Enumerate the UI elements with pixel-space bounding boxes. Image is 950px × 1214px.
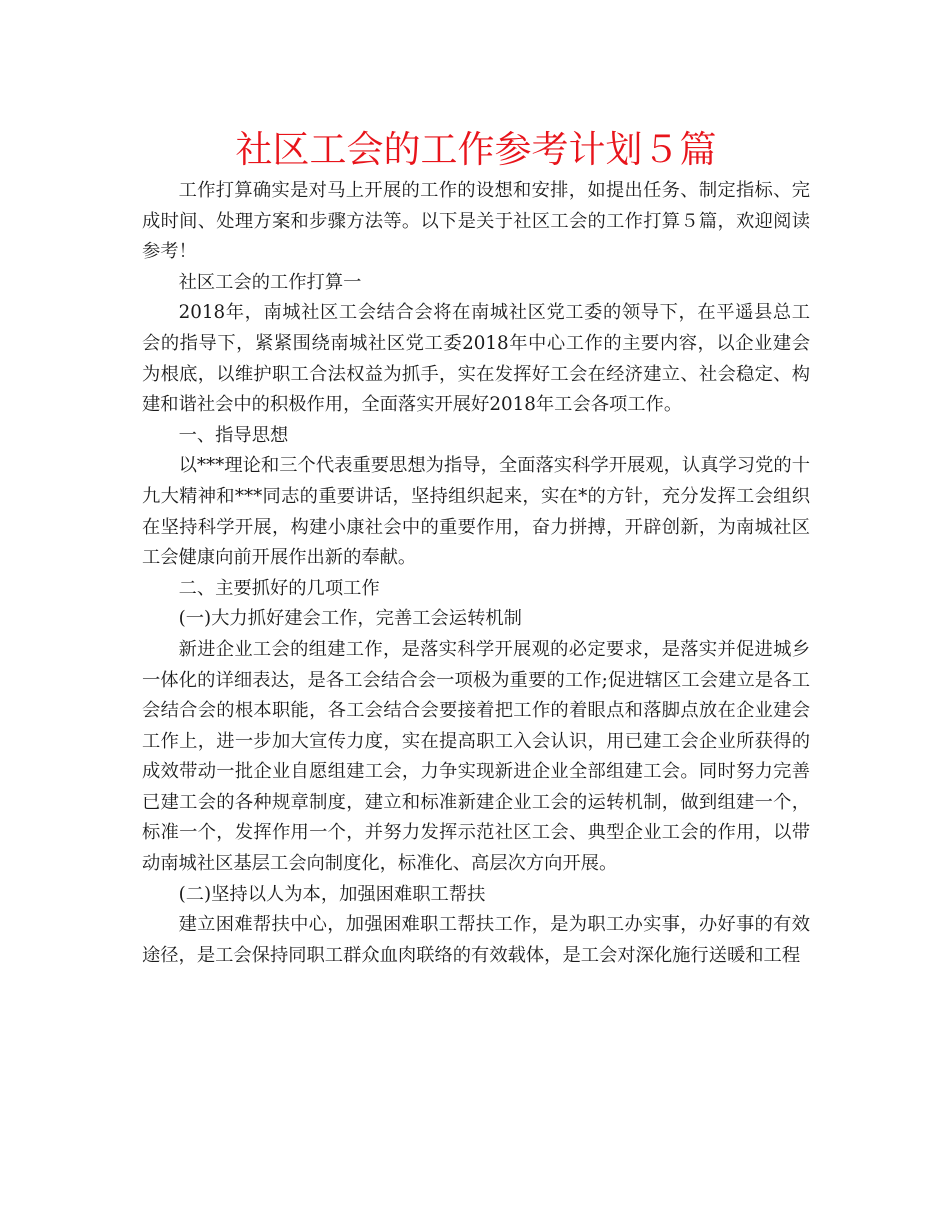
heading-worker-assistance: (二)坚持以人为本，加强困难职工帮扶 — [178, 883, 486, 905]
paragraph-3: 新进企业工会的组建工作，是落实科学开展观的必定要求，是落实并促进城乡一体化的详细表达，是各工会结合会一项极为重要的工作;促进辖区工会建立是各工会结合会的根本职能，各工会结合会要接着把工作的着眼点和落脚点放在企业建会工作上，进一步加大宣传力度，实在提高职工入会认识，用已建工会企业所获得的成效带动一批企业自愿组建工会，力争实现新进企业全部组建工会。同时努力完善已建工会的各种规章制度，建立和标准新建企业工会的运转机制，做到组建一个，标准一个，发挥作用一个，并努力发挥示范社区工会、典型企业工会的作用，以带动南城社区基层工会向制度化，标准化、高层次方向开展。 — [142, 638, 810, 875]
heading-union-building: (一)大力抓好建会工作，完善工会运转机制 — [178, 608, 522, 630]
heading-guiding-thought: 一、指导思想 — [178, 424, 289, 446]
section-title: 社区工会的工作打算一 — [178, 271, 362, 293]
paragraph-4: 建立困难帮扶中心，加强困难职工帮扶工作，是为职工办实事，办好事的有效途径，是工会保持同职工群众血肉联络的有效载体，是工会对深化施行送暖和工程 — [142, 914, 810, 966]
heading-main-work: 二、主要抓好的几项工作 — [178, 577, 380, 599]
document-title: 社区工会的工作参考计划５篇 — [235, 128, 717, 171]
intro-paragraph: 工作打算确实是对马上开展的工作的设想和安排，如提出任务、制定指标、完成时间、处理方案和步骤方法等。以下是关于社区工会的工作打算５篇，欢迎阅读参考！ — [142, 180, 810, 263]
document-page — [142, 124, 810, 971]
paragraph-2: 以***理论和三个代表重要思想为指导，全面落实科学开展观，认真学习党的十九大精神和***同志的重要讲话，坚持组织起来，实在*的方针，充分发挥工会组织在坚持科学开展，构建小康社会中的重要作用，奋力拼搏，开辟创新，为南城社区工会健康向前开展作出新的奉献。 — [142, 455, 810, 569]
paragraph-1: 2018年，南城社区工会结合会将在南城社区党工委的领导下，在平遥县总工会的指导下，紧紧围绕南城社区党工委2018年中心工作的主要内容，以企业建会为根底，以维护职工合法权益为抓手，实在发挥好工会在经济建立、社会稳定、构建和谐社会中的积极作用，全面落实开展好2018年工会各项工作。 — [142, 302, 810, 416]
